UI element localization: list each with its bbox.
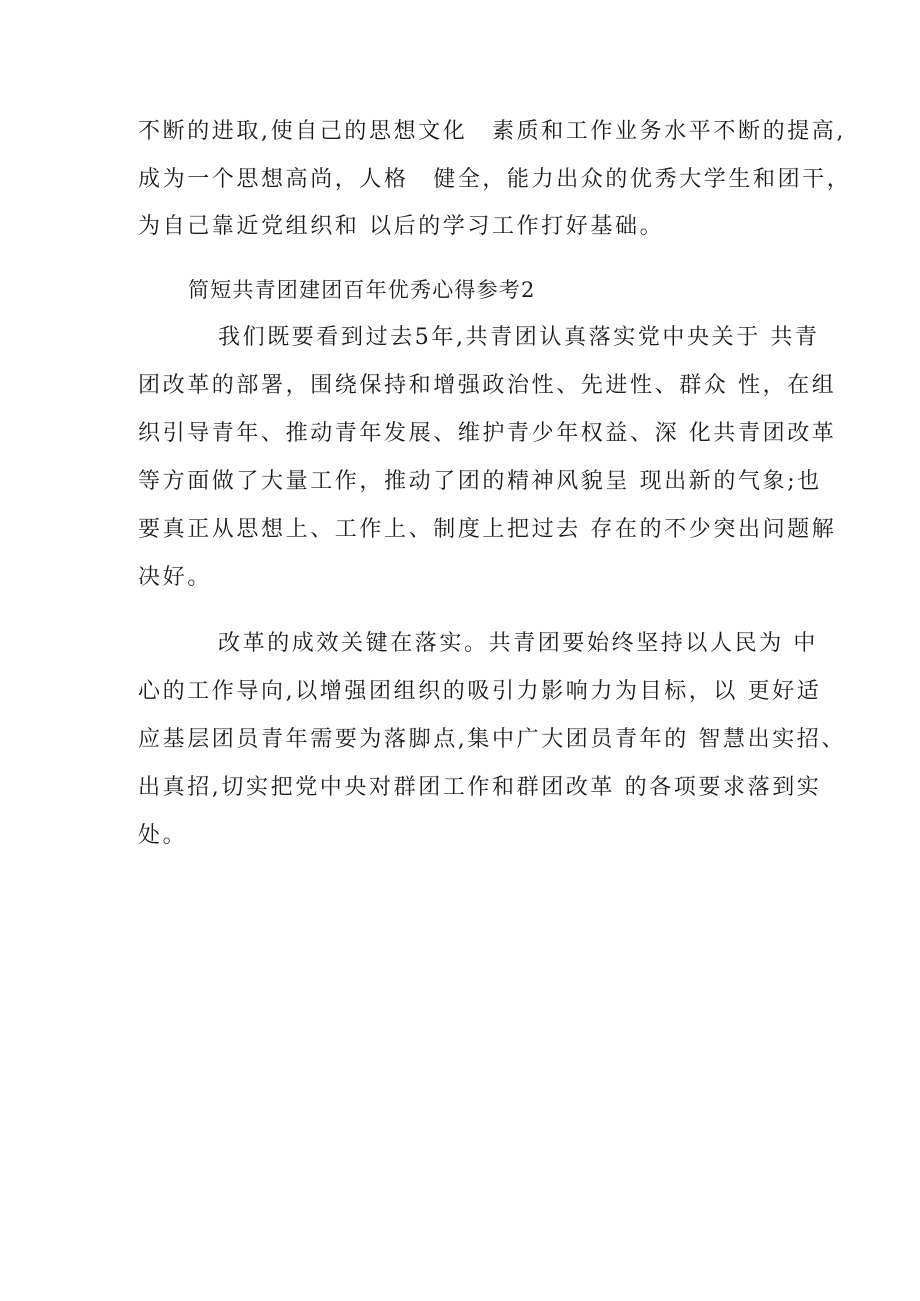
paragraph2-line-2: 团改革的部署，围绕保持和增强政治性、先进性、群众 性，在组 [138, 373, 837, 398]
paragraph3-line-5: 处。 [138, 823, 188, 848]
paragraph3-line-2: 心的工作导向,以增强团组织的吸引力影响力为目标，以 更好适 [138, 679, 822, 704]
paragraph3-line-4: 出真招,切实把党中央对群团工作和群团改革 的各项要求落到实 [138, 775, 822, 800]
paragraph1-line-1: 不断的进取,使自己的思想文化 素质和工作业务水平不断的提高, [138, 119, 846, 144]
section-heading: 简短共青团建团百年优秀心得参考2 [188, 278, 536, 302]
paragraph3-line-3: 应基层团员青年需要为落脚点,集中广大团员青年的 智慧出实招、 [138, 727, 846, 752]
paragraph2-line-6: 决好。 [138, 565, 212, 590]
paragraph2-line-3: 织引导青年、推动青年发展、维护青少年权益、深 化共青团改革 [138, 421, 837, 446]
paragraph2-line-4: 等方面做了大量工作，推动了团的精神风貌呈 现出新的气象;也 [138, 469, 822, 494]
paragraph2-line-1: 我们既要看到过去5年,共青团认真落实党中央关于 共青 [218, 325, 820, 350]
paragraph2-line-5: 要真正从思想上、工作上、制度上把过去 存在的不少突出问题解 [138, 517, 837, 542]
paragraph1-line-3: 为自己靠近党组织和 以后的学习工作打好基础。 [138, 214, 665, 239]
paragraph1-line-2: 成为一个思想高尚，人格 健全，能力出众的优秀大学生和团干， [138, 167, 852, 192]
paragraph3-line-1: 改革的成效关键在落实。共青团要始终坚持以人民为 中 [218, 631, 818, 656]
